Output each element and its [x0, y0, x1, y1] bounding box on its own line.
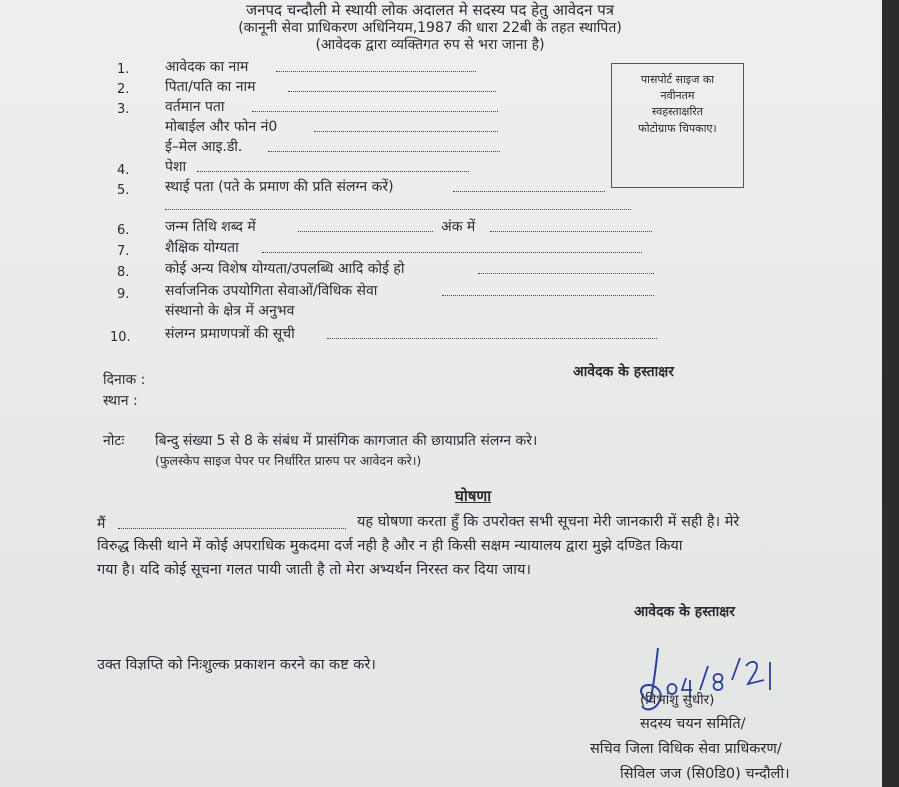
declaration-line2: विरुद्ध किसी थाने में कोई अपराधिक मुकदमा दर्ज नही है और न ही किसी सक्षम न्यायालय द्वारा मुझे दण्डित किया: [97, 538, 683, 554]
form-fill-note: (आवेदक द्वारा व्यक्तिगत रुप से भरा जाना है): [315, 37, 545, 53]
permanent-address-field-line2[interactable]: [165, 209, 631, 210]
attached-certificates-label: संलग्न प्रमाणपत्रों की सूची: [165, 326, 295, 342]
applicant-name-label: आवेदक का नाम: [165, 59, 249, 75]
publication-request: उक्त विज्ञप्ति को निःशुल्क प्रकाशन करने का कष्ट करे।: [97, 657, 376, 673]
declaration-line3: गया है। यदि कोई सूचना गलत पायी जाती है तो मेरा अभ्यर्थन निरस्त कर दिया जाय।: [97, 562, 531, 578]
present-address-field[interactable]: [252, 111, 498, 112]
declaration-prefix: मैं: [97, 516, 106, 532]
mobile-phone-field[interactable]: [314, 131, 498, 132]
field-number: 7.: [117, 244, 130, 259]
photo-box-line: स्वहस्ताक्षरित: [651, 105, 704, 118]
field-number: 10.: [110, 330, 131, 345]
right-edge-background: [882, 0, 899, 787]
dob-words-label: जन्म तिथि शब्द में: [165, 219, 256, 235]
permanent-address-label: स्थाई पता (पते के प्रमाण की प्रति संलग्न करें): [165, 179, 394, 195]
field-number: 2.: [117, 82, 130, 97]
special-qualification-label: कोई अन्य विशेष योग्यता/उपलब्धि आदि कोई हो: [165, 261, 405, 277]
signatory-line3: सिविल जज (सि0डि0) चन्दौली।: [620, 766, 790, 782]
photo-box: [611, 63, 744, 188]
field-number: 6.: [117, 223, 130, 238]
place-label: स्थान :: [103, 393, 138, 409]
field-number: 3.: [117, 102, 130, 117]
date-label: दिनाक :: [103, 372, 146, 388]
dob-digits-field[interactable]: [490, 231, 652, 232]
field-number: 8.: [117, 265, 130, 280]
signatory-name: (विभांशु सुधीर): [640, 692, 715, 708]
declaration-line1: यह घोषणा करता हुँ कि उपरोक्त सभी सूचना मेरी जानकारी में सही है। मेरे: [357, 514, 740, 530]
attached-certificates-field[interactable]: [327, 338, 657, 339]
note-subtext: (फुलस्केप साइज पेपर पर निर्धारित प्रारुप पर आवेदन करे।): [155, 453, 422, 468]
signatory-line2: सचिव जिला विधिक सेवा प्राधिकरण/: [590, 741, 782, 757]
form-subtitle: (कानूनी सेवा प्राधिकरण अधिनियम,1987 की धारा 22बी के तहत स्थापित): [238, 20, 622, 36]
field-number: 5.: [117, 183, 130, 198]
photo-box-line: पासपोर्ट साइज का: [640, 73, 715, 86]
occupation-field[interactable]: [197, 171, 469, 172]
education-label: शैक्षिक योग्यता: [165, 240, 239, 256]
applicant-signature-label: आवेदक के हस्ताक्षर: [573, 364, 675, 380]
present-address-label: वर्तमान पता: [165, 99, 225, 115]
note-text: बिन्दु संख्या 5 से 8 के संबंध में प्रासंगिक कागजात की छायाप्रति संलग्न करे।: [155, 433, 538, 449]
signatory-line1: सदस्य चयन समिति/: [640, 716, 746, 732]
photo-box-line: फोटोग्राफ चिपकाए।: [638, 122, 717, 135]
field-number: 9.: [117, 287, 130, 302]
mobile-phone-label: मोबाईल और फोन नं0: [165, 119, 278, 135]
email-field[interactable]: [268, 151, 500, 152]
public-service-experience-label: सर्वाजनिक उपयोगिता सेवाओं/विधिक सेवा: [165, 283, 378, 299]
father-husband-name-label: पिता/पति का नाम: [165, 79, 256, 95]
father-husband-name-field[interactable]: [288, 91, 496, 92]
declaration-heading: घोषणा: [455, 487, 492, 505]
special-qualification-field[interactable]: [478, 273, 654, 274]
photo-box-line: नवीनतम: [660, 89, 695, 102]
field-number: 1.: [117, 62, 130, 77]
note-label: नोटः: [103, 433, 125, 449]
public-service-experience-label-line2: संस्थानो के क्षेत्र में अनुभव: [165, 303, 295, 319]
public-service-experience-field[interactable]: [442, 295, 654, 296]
education-field[interactable]: [262, 252, 642, 253]
email-label: ई–मेल आइ.डी.: [165, 139, 243, 155]
declarant-name-field[interactable]: [118, 528, 346, 529]
field-number: 4.: [117, 163, 130, 178]
applicant-name-field[interactable]: [276, 71, 476, 72]
dob-digits-label: अंक में: [441, 219, 476, 235]
dob-words-field[interactable]: [298, 231, 433, 232]
occupation-label: पेशा: [165, 159, 187, 175]
declaration-signature-label: आवेदक के हस्ताक्षर: [634, 604, 736, 620]
form-title: जनपद चन्दौली मे स्थायी लोक अदालत मे सदस्य पद हेतु आवेदन पत्र: [246, 1, 614, 19]
permanent-address-field[interactable]: [453, 191, 605, 192]
